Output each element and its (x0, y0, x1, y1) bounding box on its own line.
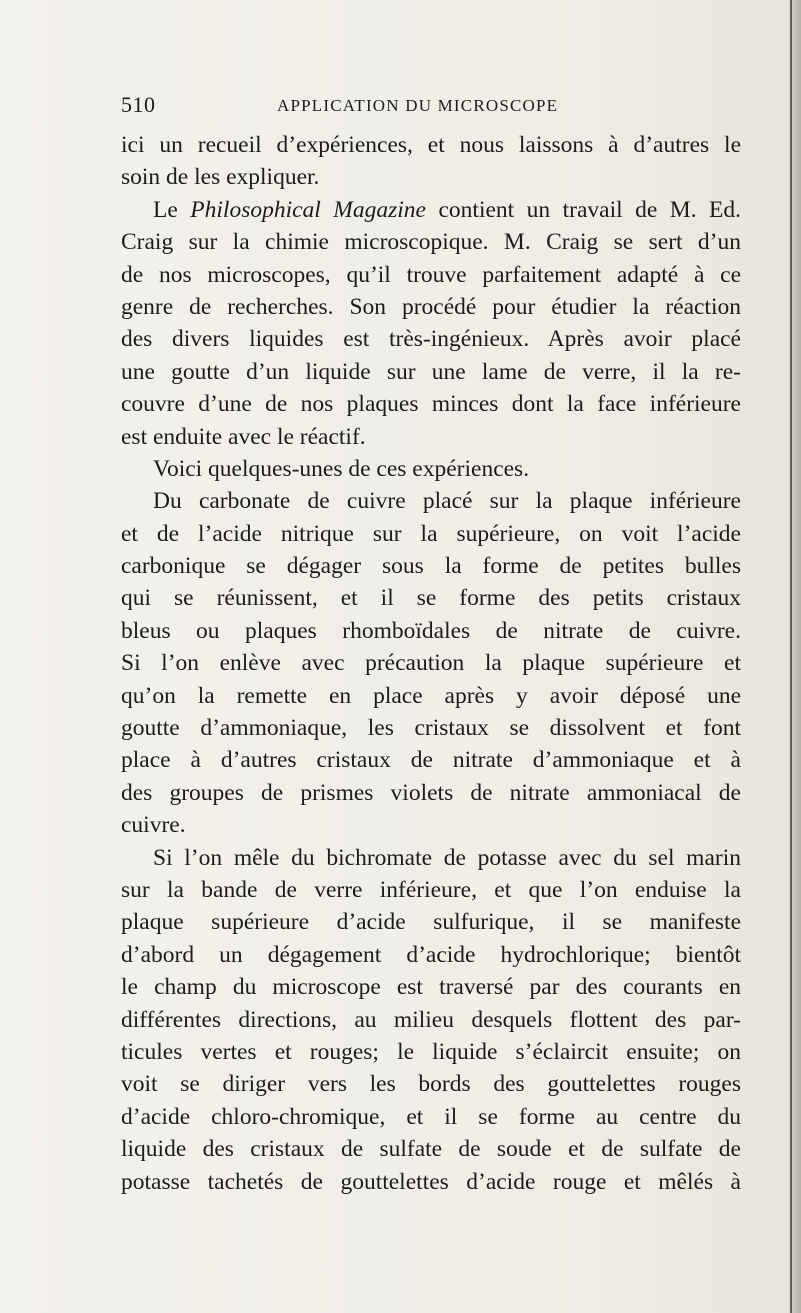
text-line: ici un recueil d’expériences, et nous laissons à d’autres le (121, 132, 741, 158)
running-head-title: APPLICATION DU MICROSCOPE (277, 96, 559, 115)
page-number: 510 (121, 92, 156, 117)
text-line: cuivre. (121, 812, 186, 839)
text-line: genre de recherches. Son procédé pour étudier la réaction (121, 293, 741, 320)
journal-title: Philosophical Magazine (190, 196, 426, 223)
text-line: sur la bande de verre inférieure, et que l’on enduise la (121, 876, 741, 903)
text-line: Craig sur la chimie microscopique. M. Craig se sert d’un (121, 229, 741, 256)
text-line: de nos microscopes, qu’il trouve parfaitement adapté à ce (121, 261, 741, 288)
text-line: couvre d’une de nos plaques minces dont la face inférieure (121, 391, 741, 418)
text-line: Voici quelques-unes de ces expériences. (153, 455, 530, 482)
text-line: liquide des cristaux de sulfate de soude et de sulfate de (121, 1136, 741, 1163)
text-line: le champ du microscope est traversé par des courants en (121, 974, 741, 1001)
text-line: soin de les expliquer. (121, 164, 320, 191)
text-line (121, 194, 741, 226)
running-head (121, 92, 741, 118)
text-fragment: contient un travail de M. Ed. (438, 196, 742, 223)
text-line: des groupes de prismes violets de nitrate ammoniacal de (121, 779, 741, 806)
text-line: et de l’acide nitrique sur la supérieure, on voit l’acide (121, 520, 741, 547)
text-line: Si l’on enlève avec précaution la plaque supérieure et (121, 650, 741, 677)
text-line: plaque supérieure d’acide sulfurique, il se manifeste (121, 909, 741, 936)
text-line: potasse tachetés de gouttelettes d’acide rouge et mêlés à (121, 1168, 741, 1195)
text-line: différentes directions, au milieu desquels flottent des par- (121, 1006, 741, 1033)
text-line: est enduite avec le réactif. (121, 423, 366, 450)
text-line: voit se diriger vers les bords des gouttelettes rouges (121, 1071, 741, 1098)
text-fragment: Le (153, 196, 178, 223)
text-line: des divers liquides est très-ingénieux. Après avoir placé (121, 326, 741, 353)
text-line: place à d’autres cristaux de nitrate d’ammoniaque et à (121, 747, 741, 774)
text-line: d’acide chloro-chromique, et il se forme au centre du (121, 1103, 741, 1130)
text-line: bleus ou plaques rhomboïdales de nitrate de cuivre. (121, 617, 741, 644)
text-line: carbonique se dégager sous la forme de petites bulles (121, 553, 741, 580)
text-line: Du carbonate de cuivre placé sur la plaque inférieure (153, 488, 741, 515)
text-line: Si l’on mêle du bichromate de potasse avec du sel marin (153, 844, 741, 871)
text-line: une goutte d’un liquide sur une lame de verre, il la re- (121, 358, 741, 385)
text-line: goutte d’ammoniaque, les cristaux se dissolvent et font (121, 715, 741, 742)
text-line: qui se réunissent, et il se forme des petits cristaux (121, 585, 741, 612)
text-line: qu’on la remette en place après y avoir déposé une (121, 682, 741, 709)
text-line: ticules vertes et rouges; le liquide s’éclaircit ensuite; on (121, 1038, 741, 1065)
page-edge-line (790, 0, 792, 1313)
text-line: d’abord un dégagement d’acide hydrochlorique; bientôt (121, 941, 741, 968)
body-text (121, 129, 741, 1198)
